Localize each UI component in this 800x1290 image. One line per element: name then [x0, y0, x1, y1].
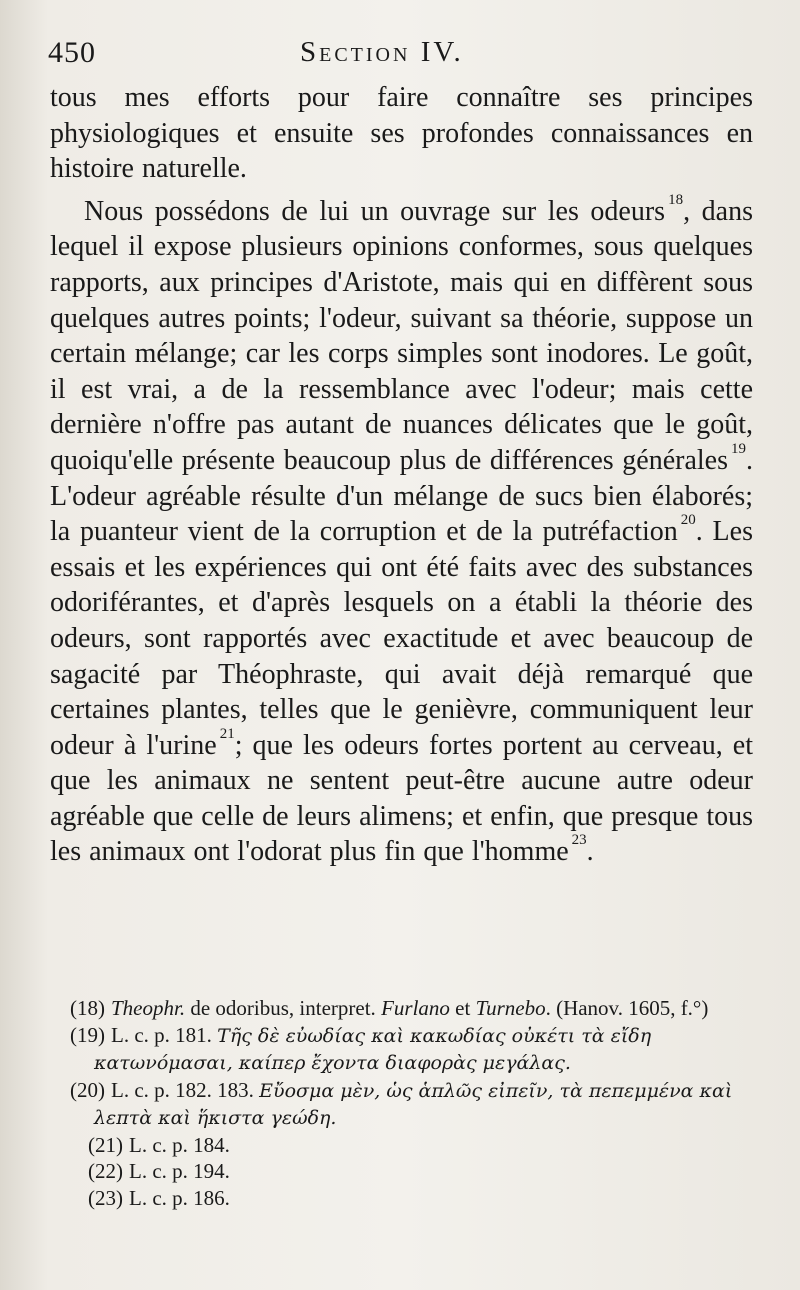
- footnote-20: [70, 1077, 760, 1132]
- footnote-21: [88, 1132, 760, 1159]
- footnote-text: et: [449, 996, 476, 1020]
- footnotes: [70, 995, 760, 1211]
- footnote-ref: L. c. p. 182. 183.: [111, 1077, 254, 1102]
- paragraph-text: ; que les odeurs fortes portent au cerveau, et que les animaux ne sentent peut-être aucune autre odeur agréable que celle de leurs alimens; et enfin, que presque tous les animaux ont l'odorat plus fin que l'homme: [50, 729, 753, 868]
- footnote-number: (20): [70, 1077, 105, 1102]
- footnote-number: (22): [88, 1159, 123, 1183]
- page-header: [48, 30, 748, 74]
- footnote-ref: L. c. p. 194.: [129, 1159, 230, 1183]
- footnote-number: (23): [88, 1185, 123, 1210]
- footnote-text: . (Hanov. 1605, f.°): [545, 996, 709, 1020]
- paragraph-text: . L'odeur agréable résulte d'un mélange de sucs bien élaborés; la puanteur vient de la corruption et de la putréfaction: [50, 444, 753, 548]
- footnote-ref-19: 19: [731, 440, 746, 457]
- footnote-greek: Εὔοσμα μὲν, ὡς ἁπλῶς εἰπεῖν, τὰ πεπεμμένα καὶ λεπτὰ καὶ ἥκιστα γεώδη.: [94, 1079, 733, 1129]
- paragraph-text: .: [586, 836, 594, 868]
- footnote-editor: Furlano: [381, 996, 450, 1020]
- paragraph-text: , dans lequel il expose plusieurs opinions conformes, sous quelques rapports, aux principes d'Aristote, mais qui en diffèrent sous quelques autres points; l'odeur, suivant sa théorie, suppose un certain mélange; car les corps simples sont inodores. Le goût, il est vrai, a de la ressemblance avec l'odeur; mais cette dernière n'offre pas autant de nuances délicates que le goût, quoiqu'elle présente beaucoup plus de différences générales: [50, 195, 754, 476]
- footnote-number: (21): [88, 1132, 123, 1157]
- footnote-ref-23: 23: [571, 832, 587, 849]
- footnote-ref-21: 21: [219, 725, 235, 742]
- main-text: [50, 80, 753, 870]
- footnote-19: [70, 1022, 760, 1077]
- footnote-ref: L. c. p. 186.: [129, 1185, 230, 1210]
- footnote-ref: L. c. p. 184.: [129, 1132, 230, 1157]
- page-number: 450: [48, 36, 96, 69]
- footnote-18: [70, 995, 760, 1022]
- running-head: Section IV.: [300, 36, 464, 68]
- main-paragraph: [50, 191, 754, 870]
- continuation-paragraph: tous mes efforts pour faire connaître ses principes physiologiques et ensuite ses profondes connaissances en histoire naturelle.: [50, 82, 753, 185]
- footnote-22: [88, 1158, 760, 1185]
- footnote-number: (18): [70, 996, 105, 1020]
- footnote-ref-20: 20: [680, 512, 696, 529]
- footnote-text: de odoribus, interpret.: [185, 996, 382, 1020]
- paragraph-text: . Les essais et les expériences qui ont été faits avec des substances odoriférantes, et d'après lesquels on a établi la théorie des odeurs, sont rapportés avec exactitude et avec beaucoup de sagacité par Théophraste, qui avait déjà remarqué que certaines plantes, telles que le genièvre, communiquent leur odeur à l'urine: [50, 516, 753, 761]
- footnote-author: Theophr.: [111, 996, 186, 1020]
- footnote-ref: L. c. p. 181.: [111, 1022, 212, 1047]
- footnote-greek: Τῆς δὲ εὐωδίας καὶ κακωδίας οὐκέτι τὰ εἴδη κατωνόμασαι, καίπερ ἔχοντα διαφορὰς μεγάλας.: [94, 1024, 652, 1074]
- footnote-ref-18: 18: [668, 191, 684, 208]
- paragraph-text: Nous possédons de lui un ouvrage sur les odeurs: [84, 195, 666, 227]
- footnote-number: (19): [70, 1022, 105, 1047]
- footnote-23: [88, 1185, 760, 1212]
- footnote-editor: Turnebo: [475, 996, 546, 1020]
